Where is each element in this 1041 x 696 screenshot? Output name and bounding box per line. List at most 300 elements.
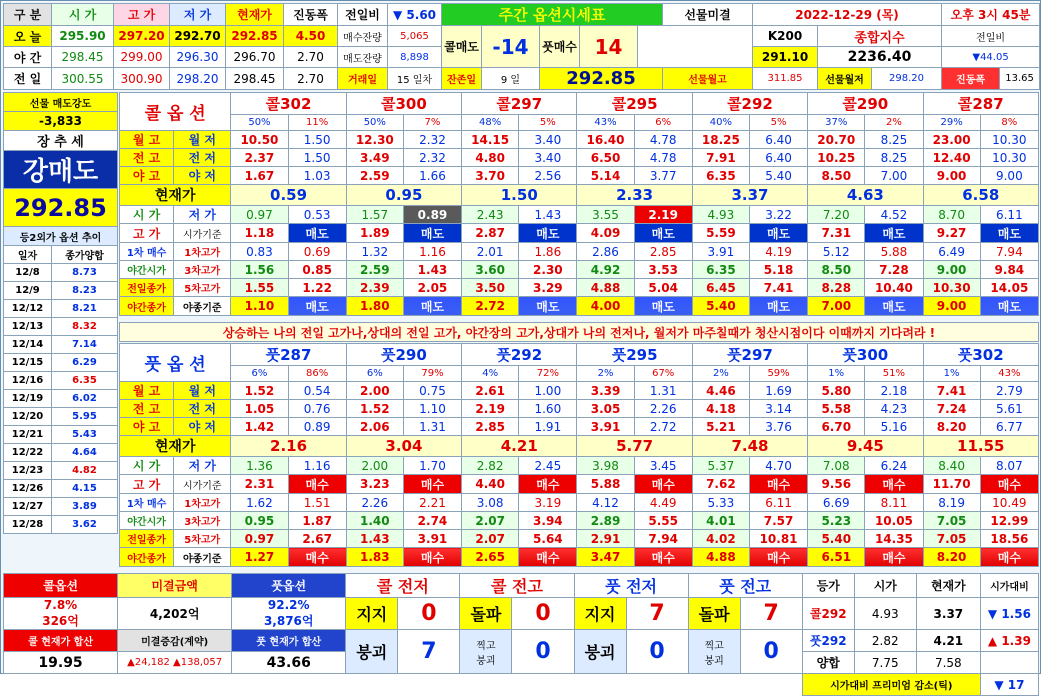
signal-button[interactable]: 매수 [749, 475, 807, 494]
label-cur: 현재가 [120, 436, 231, 457]
history-date: 12/9 [4, 282, 52, 300]
val-cur: 3.37 [692, 185, 807, 206]
put-pct [232, 598, 346, 630]
val-high: 2.87 [462, 224, 519, 243]
signal-bar[interactable]: 매수 [980, 548, 1038, 567]
label-nl: 야 저 [174, 167, 231, 185]
val-ml: 2.32 [403, 131, 461, 149]
history-row [4, 408, 118, 426]
val-nh: 6.35 [692, 167, 749, 185]
put-table [119, 343, 1039, 567]
buy-balance-label: 매수잔량 [338, 26, 388, 47]
history-value: 8.23 [52, 282, 118, 300]
change-value [388, 4, 442, 26]
val-high: 5.59 [692, 224, 749, 243]
option-row [120, 530, 1039, 548]
touch-top-2: 찍고 [704, 640, 724, 652]
val-ph: 12.40 [923, 149, 980, 167]
val-nh: 3.70 [462, 167, 519, 185]
val-h5: 10.40 [865, 279, 923, 297]
val-nopen: 1.56 [231, 261, 288, 279]
val-nclose: 8.20 [923, 548, 980, 567]
sum-label: 양합 [802, 652, 854, 674]
history-value: 8.21 [52, 300, 118, 318]
label-pclose: 전일종가 [120, 279, 174, 297]
val-nh: 5.21 [692, 418, 749, 436]
val-h5: 5.04 [634, 279, 692, 297]
call-pct-value: 7.8% [43, 598, 78, 612]
val-ml: 2.18 [865, 382, 923, 400]
touch-top: 찍고 [476, 640, 496, 652]
val-ml: 0.54 [288, 382, 346, 400]
signal-button[interactable]: 매수 [403, 475, 461, 494]
val-ph: 3.05 [577, 400, 634, 418]
signal-button[interactable]: 매도 [403, 224, 461, 243]
strength-label: 선물 매도강도 [4, 93, 118, 112]
label-open: 시 가 [120, 457, 174, 475]
val-nh: 1.42 [231, 418, 288, 436]
strike-name: 풋290 [346, 344, 461, 366]
val-open: 1.57 [346, 206, 403, 224]
eq-put-name: 풋292 [802, 630, 854, 652]
premium-label: 시가대비 프리미엄 감소(틱) [802, 674, 980, 696]
val-ml: 8.25 [865, 131, 923, 149]
val-nclose: 5.40 [692, 297, 749, 316]
val-h3: 1.87 [288, 512, 346, 530]
val-pclose: 2.07 [462, 530, 519, 548]
val-nclose: 6.51 [808, 548, 865, 567]
strike-name: 콜290 [808, 93, 923, 115]
eq-call-open: 4.93 [854, 598, 916, 630]
val-h3: 10.05 [865, 512, 923, 530]
strike-pct1: 4% [462, 366, 519, 382]
val-nopen: 5.23 [808, 512, 865, 530]
val-b1: 5.33 [692, 494, 749, 512]
label-h1: 1차고가 [174, 243, 231, 261]
val-nh: 1.67 [231, 167, 288, 185]
row-prev-label: 전 일 [4, 68, 52, 90]
label-nh: 야 고 [120, 167, 174, 185]
history-row [4, 336, 118, 354]
remain-label: 잔존일 [442, 68, 482, 90]
label-pl: 전 저 [174, 149, 231, 167]
val-nl: 1.31 [403, 418, 461, 436]
val-mh: 1.52 [231, 382, 288, 400]
label-nclose: 야간종가 [120, 297, 174, 316]
option-row [120, 400, 1039, 418]
today-high: 297.20 [114, 26, 170, 47]
strike-pct2: 67% [634, 366, 692, 382]
val-nl: 3.76 [749, 418, 807, 436]
signal-button[interactable]: 매수 [519, 475, 577, 494]
val-ph: 7.24 [923, 400, 980, 418]
history-row [4, 480, 118, 498]
time-label: 오후 3시 45분 [942, 4, 1040, 26]
val-ml: 1.00 [519, 382, 577, 400]
val-nh: 8.20 [923, 418, 980, 436]
option-row [120, 382, 1039, 400]
val-nopen: 4.92 [577, 261, 634, 279]
val-pclose: 4.88 [577, 279, 634, 297]
premium-value: ▼ 17 [980, 674, 1038, 696]
signal-bar[interactable]: 매도 [403, 297, 461, 316]
history-date: 12/16 [4, 372, 52, 390]
strike-pct1: 2% [577, 366, 634, 382]
val-h3: 12.99 [980, 512, 1038, 530]
option-row [120, 494, 1039, 512]
val-cur: 2.16 [231, 436, 346, 457]
val-pclose: 1.43 [346, 530, 403, 548]
val-mh: 7.41 [923, 382, 980, 400]
label-mh: 월 고 [120, 382, 174, 400]
val-h3: 7.28 [865, 261, 923, 279]
strike-pct2: 59% [749, 366, 807, 382]
index-label: 종합지수 [818, 26, 942, 47]
signal-bar[interactable]: 매도 [749, 297, 807, 316]
val-nopen: 0.95 [231, 512, 288, 530]
touch-bot-2: 붕괴 [704, 655, 724, 667]
strike-pct1: 37% [808, 115, 865, 131]
val-h1: 0.69 [288, 243, 346, 261]
k200-label: K200 [753, 26, 818, 47]
option-row [120, 366, 1039, 382]
label-ph: 전 고 [120, 400, 174, 418]
signal-bar[interactable]: 매도 [288, 297, 346, 316]
label-pclose: 전일종가 [120, 530, 174, 548]
val-b1: 0.83 [231, 243, 288, 261]
history-row [4, 318, 118, 336]
head-call-high: 콜 전고 [460, 574, 574, 598]
k200-value: 291.10 [753, 47, 818, 68]
val-pclose: 2.39 [346, 279, 403, 297]
strike-pct1: 6% [231, 366, 288, 382]
rh-eq: 등가 [802, 574, 854, 598]
strike-pct1: 40% [692, 115, 749, 131]
call-table [119, 92, 1039, 316]
today-low: 292.70 [170, 26, 226, 47]
history-value: 5.95 [52, 408, 118, 426]
strike-pct2: 2% [865, 115, 923, 131]
call-low-support: 0 [398, 598, 460, 630]
night-high: 299.00 [114, 47, 170, 68]
label-h5: 5차고가 [174, 530, 231, 548]
page-title: 주간 옵션시세표 [442, 4, 663, 26]
prev-open: 300.55 [52, 68, 114, 90]
history-row [4, 282, 118, 300]
call-low-support-label: 지지 [346, 598, 398, 630]
put-sum: 43.66 [232, 652, 346, 674]
val-high: 5.88 [577, 475, 634, 494]
prev-low: 298.20 [170, 68, 226, 90]
strike-pct1: 50% [346, 115, 403, 131]
fut-month-low-label: 선물월저 [818, 68, 872, 90]
strike-pct2: 51% [865, 366, 923, 382]
history-label: 등2외가 옵션 추이 [4, 227, 118, 246]
val-h1: 6.11 [749, 494, 807, 512]
history-date: 12/13 [4, 318, 52, 336]
signal-button[interactable]: 매수 [634, 475, 692, 494]
prev-range: 2.70 [284, 68, 338, 90]
signal-bar[interactable]: 매수 [288, 548, 346, 567]
history-value: 7.14 [52, 336, 118, 354]
val-low: 2.19 [634, 206, 692, 224]
val-cur: 9.45 [808, 436, 923, 457]
val-nh: 2.06 [346, 418, 403, 436]
signal-bar[interactable]: 매수 [634, 548, 692, 567]
label-ml: 월 저 [174, 131, 231, 149]
row-night-label: 야 간 [4, 47, 52, 68]
label-b1: 1차 매수 [120, 494, 174, 512]
val-nl: 5.16 [865, 418, 923, 436]
val-pl: 0.76 [288, 400, 346, 418]
val-h1: 1.86 [519, 243, 577, 261]
val-low: 2.45 [519, 457, 577, 475]
label-ml: 월 저 [174, 382, 231, 400]
call-sum-label: 콜 현재가 합산 [4, 630, 118, 652]
val-low: 1.70 [403, 457, 461, 475]
signal-bar[interactable]: 매수 [403, 548, 461, 567]
night-cur: 296.70 [226, 47, 284, 68]
val-pclose: 4.02 [692, 530, 749, 548]
history-date: 12/22 [4, 444, 52, 462]
today-range: 4.50 [284, 26, 338, 47]
val-h5: 7.41 [749, 279, 807, 297]
history-date: 12/8 [4, 264, 52, 282]
call-pct [4, 598, 118, 630]
col-label-cur: 현재가 [226, 4, 284, 26]
strike-pct2: 5% [749, 115, 807, 131]
eq-put-diff: ▲ 1.39 [980, 630, 1038, 652]
val-h1: 7.94 [980, 243, 1038, 261]
history-row [4, 516, 118, 534]
val-h5: 10.81 [749, 530, 807, 548]
val-nh: 3.91 [577, 418, 634, 436]
index-value: 2236.40 [818, 47, 942, 68]
rh-open: 시가 [854, 574, 916, 598]
val-open: 4.93 [692, 206, 749, 224]
left-panel [3, 92, 118, 534]
call-amt-value: 326억 [42, 614, 79, 628]
history-date: 12/28 [4, 516, 52, 534]
signal-bar[interactable]: 매도 [634, 297, 692, 316]
option-row [120, 261, 1039, 279]
eq-call-diff: ▼ 1.56 [980, 598, 1038, 630]
signal-bar[interactable]: 매수 [749, 548, 807, 567]
label-h1: 1차고가 [174, 494, 231, 512]
signal-button[interactable]: 매도 [634, 224, 692, 243]
val-nclose: 1.27 [231, 548, 288, 567]
signal-button[interactable]: 매수 [980, 475, 1038, 494]
val-b1: 2.86 [577, 243, 634, 261]
val-nl: 2.56 [519, 167, 577, 185]
val-high: 1.18 [231, 224, 288, 243]
history-value: 8.32 [52, 318, 118, 336]
strike-pct2: 5% [519, 115, 577, 131]
strike-name: 풋300 [808, 344, 923, 366]
val-nh: 2.85 [462, 418, 519, 436]
history-date: 12/15 [4, 354, 52, 372]
signal-bar[interactable]: 매수 [865, 548, 923, 567]
val-b1: 3.91 [692, 243, 749, 261]
option-row [120, 512, 1039, 530]
val-h3: 3.53 [634, 261, 692, 279]
val-h5: 18.56 [980, 530, 1038, 548]
val-ph: 4.80 [462, 149, 519, 167]
val-pl: 2.32 [403, 149, 461, 167]
val-nopen: 8.50 [808, 261, 865, 279]
prev-high: 300.90 [114, 68, 170, 90]
signal-button[interactable]: 매도 [749, 224, 807, 243]
val-high: 9.56 [808, 475, 865, 494]
val-high: 2.31 [231, 475, 288, 494]
put-low-support: 7 [626, 598, 688, 630]
val-nopen: 4.01 [692, 512, 749, 530]
val-high: 11.70 [923, 475, 980, 494]
call-high-break: 0 [512, 598, 574, 630]
signal-button[interactable]: 매도 [865, 224, 923, 243]
val-h3: 9.84 [980, 261, 1038, 279]
val-pclose: 8.28 [808, 279, 865, 297]
val-ph: 10.25 [808, 149, 865, 167]
remain-days: 9 일 [482, 68, 540, 90]
val-nopen: 3.60 [462, 261, 519, 279]
strategy-banner: 상승하는 나의 전일 고가나,상대의 전일 고가, 야간장의 고가,상대가 나의 전저나, 월저가 마주칠때가 청산시점이다 이때까지 기다려라 ! [119, 322, 1039, 342]
label-nl: 야 저 [174, 418, 231, 436]
val-open: 7.08 [808, 457, 865, 475]
val-high: 7.31 [808, 224, 865, 243]
signal-button[interactable]: 매도 [519, 224, 577, 243]
signal-button[interactable]: 매수 [288, 475, 346, 494]
down-arrow-icon: ▼ [392, 7, 403, 22]
val-h1: 3.19 [519, 494, 577, 512]
eq-call-cur: 3.37 [916, 598, 980, 630]
strike-pct2: 79% [403, 366, 461, 382]
val-pl: 4.23 [865, 400, 923, 418]
option-row [120, 149, 1039, 167]
blank-cell [638, 26, 753, 68]
val-h5: 3.91 [403, 530, 461, 548]
val-cur: 4.63 [808, 185, 923, 206]
option-row [120, 167, 1039, 185]
val-mh: 18.25 [692, 131, 749, 149]
val-open: 8.40 [923, 457, 980, 475]
val-cur: 0.59 [231, 185, 346, 206]
signal-bar[interactable]: 매수 [519, 548, 577, 567]
val-open: 8.70 [923, 206, 980, 224]
signal-button[interactable]: 매수 [865, 475, 923, 494]
val-nl: 2.72 [634, 418, 692, 436]
val-h1: 1.16 [403, 243, 461, 261]
vib-value: 13.65 [1000, 68, 1040, 90]
col-label-open: 시 가 [52, 4, 114, 26]
val-cur: 11.55 [923, 436, 1038, 457]
prevday-label: 전일비 [942, 26, 1040, 47]
history-date: 12/23 [4, 462, 52, 480]
val-ph: 2.19 [462, 400, 519, 418]
strike-name: 콜287 [923, 93, 1038, 115]
unsettled-label: 미결금액 [118, 574, 232, 598]
option-row [120, 93, 1039, 115]
strike-name: 콜297 [462, 93, 577, 115]
val-h5: 2.05 [403, 279, 461, 297]
val-mh: 16.40 [577, 131, 634, 149]
val-pl: 2.26 [634, 400, 692, 418]
fut-month-low: 298.20 [872, 68, 942, 90]
val-h5: 3.29 [519, 279, 577, 297]
signal-bar[interactable]: 매도 [980, 297, 1038, 316]
val-b1: 2.26 [346, 494, 403, 512]
val-low: 3.22 [749, 206, 807, 224]
label-h3: 3차고가 [174, 261, 231, 279]
rh-cur: 현재가 [916, 574, 980, 598]
history-value: 6.29 [52, 354, 118, 372]
history-value: 4.15 [52, 480, 118, 498]
val-open: 3.98 [577, 457, 634, 475]
val-nopen: 2.59 [346, 261, 403, 279]
signal-button[interactable]: 매도 [980, 224, 1038, 243]
signal-button[interactable]: 매도 [288, 224, 346, 243]
val-cur: 4.21 [462, 436, 577, 457]
val-h3: 0.85 [288, 261, 346, 279]
strike-pct2: 6% [634, 115, 692, 131]
signal-bar[interactable]: 매도 [519, 297, 577, 316]
put-low-collapse: 0 [626, 630, 688, 674]
val-pl: 10.30 [980, 149, 1038, 167]
history-value: 6.02 [52, 390, 118, 408]
rh-diff: 시가대비 [980, 574, 1038, 598]
val-ph: 4.18 [692, 400, 749, 418]
val-h5: 7.94 [634, 530, 692, 548]
val-pl: 1.60 [519, 400, 577, 418]
col-label-high: 고 가 [114, 4, 170, 26]
val-h3: 3.94 [519, 512, 577, 530]
val-h3: 1.43 [403, 261, 461, 279]
val-open: 1.36 [231, 457, 288, 475]
val-cur: 3.04 [346, 436, 461, 457]
strike-name: 콜302 [231, 93, 346, 115]
val-nl: 9.00 [980, 167, 1038, 185]
history-row [4, 300, 118, 318]
put-option-label: 풋옵션 [232, 574, 346, 598]
strike-pct1: 1% [923, 366, 980, 382]
val-low: 6.11 [980, 206, 1038, 224]
signal-bar[interactable]: 매도 [865, 297, 923, 316]
val-nclose: 1.10 [231, 297, 288, 316]
futures-price: 292.85 [4, 189, 118, 227]
date-label: 2022-12-29 (목) [753, 4, 942, 26]
val-ml: 6.40 [749, 131, 807, 149]
label-nopen: 야간시가 [120, 512, 174, 530]
history-date: 12/26 [4, 480, 52, 498]
val-nclose: 9.00 [923, 297, 980, 316]
option-row [120, 243, 1039, 261]
val-h5: 2.67 [288, 530, 346, 548]
val-low: 1.43 [519, 206, 577, 224]
val-nopen: 2.07 [462, 512, 519, 530]
val-nh: 5.14 [577, 167, 634, 185]
val-pclose: 3.50 [462, 279, 519, 297]
index-change: ▼44.05 [942, 47, 1040, 68]
val-open: 5.37 [692, 457, 749, 475]
label-base: 시가기준 [174, 224, 231, 243]
val-ph: 1.05 [231, 400, 288, 418]
val-cur: 7.48 [692, 436, 807, 457]
strike-name: 풋302 [923, 344, 1038, 366]
val-high: 1.89 [346, 224, 403, 243]
sell-balance-label: 매도잔량 [338, 47, 388, 68]
val-b1: 6.69 [808, 494, 865, 512]
val-high: 4.09 [577, 224, 634, 243]
